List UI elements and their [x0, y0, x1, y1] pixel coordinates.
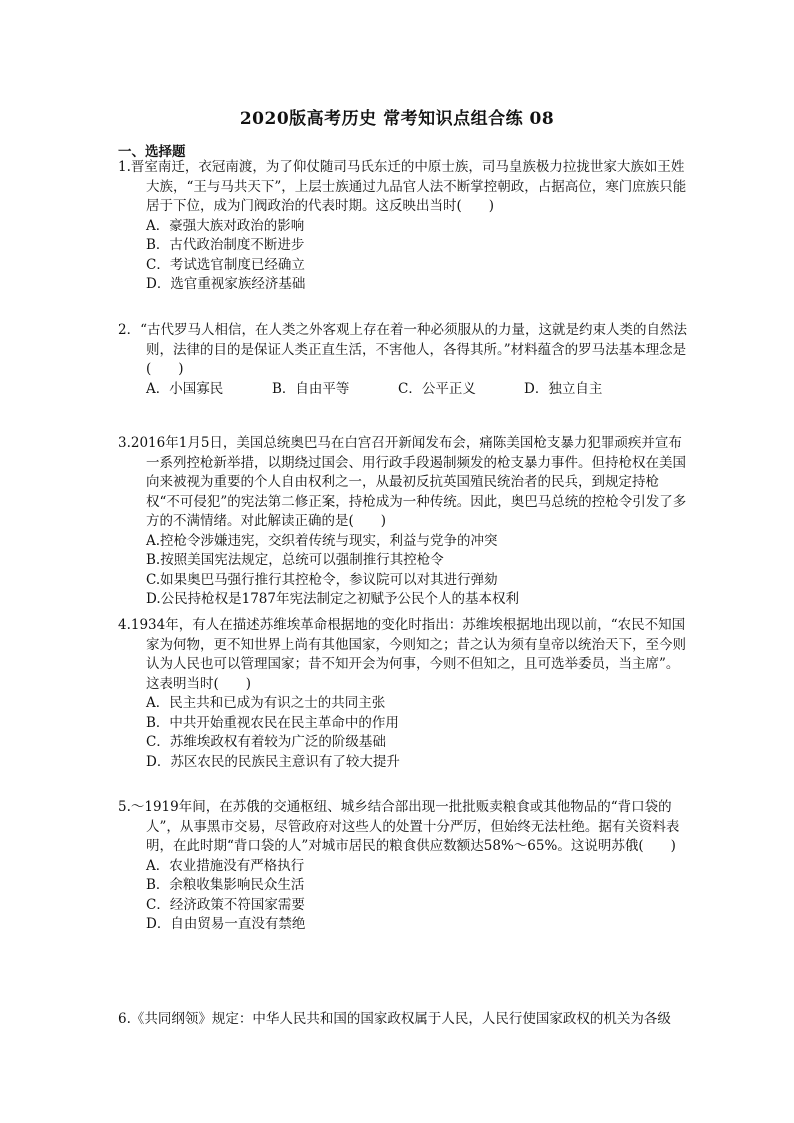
question-3	[118, 434, 688, 610]
option-c: C.如果奥巴马强行推行其控枪令，参议院可以对其进行弹劾	[146, 571, 498, 588]
question-stem: 6.《共同纲领》规定：中华人民共和国的国家政权属于人民，人民行使国家政权的机关为各级	[118, 1011, 671, 1027]
question-stem: 2．“古代罗马人相信，在人类之外客观上存在着一种必须服从的力量，这就是约束人类的自然法则，法律的目的是保证人类正直生活，不害他人，各得其所。”材料蕴含的罗马法基本理念是( )	[118, 322, 687, 377]
document-title: 2020版高考历史 常考知识点组合练 08	[239, 109, 555, 129]
option-c: C．考试选官制度已经确立	[146, 256, 305, 273]
option-a: A．农业措施没有严格执行	[146, 857, 305, 874]
option-b: B．古代政治制度不断进步	[146, 237, 305, 253]
question-stem: 3.2016年1月5日，美国总统奥巴马在白宫召开新闻发布会，痛陈美国枪支暴力犯罪顽疾并宣布一系列控枪新举措，以期绕过国会、用行政手段遏制频发的枪支暴力事件。但持枪权在美国向来被视为重要的个人自由权利之一，从最初反抗英国殖民统治者的民兵，到规定持枪权“不可侵犯”的宪法第二修正案，持枪成为一种传统。因此，奥巴马总统的控枪令引发了多方的不满情绪。对此解读正确的是( )	[118, 435, 687, 529]
option-a: A．民主共和已成为有识之士的共同主张	[146, 695, 386, 711]
option-a: A．小国寡民	[146, 380, 224, 397]
option-a: A．豪强大族对政治的影响	[146, 217, 305, 234]
option-c: C．经济政策不符国家需要	[146, 896, 305, 913]
option-d: D．选官重视家族经济基础	[146, 276, 306, 292]
option-c: C．公平正义	[398, 380, 476, 397]
option-d: D．独立自主	[524, 380, 603, 397]
option-d: D．苏区农民的民族民主意识有了较大提升	[146, 753, 400, 770]
option-b: B．余粮收集影响民众生活	[146, 877, 305, 893]
option-b: B．自由平等	[272, 380, 350, 397]
option-a: A.控枪令涉嫌违宪，交织着传统与现实，利益与党争的冲突	[146, 532, 498, 549]
option-c: C．苏维埃政权有着较为广泛的阶级基础	[146, 734, 386, 750]
question-stem: 4.1934年，有人在描述苏维埃革命根据地的变化时指出：苏维埃根据地出现以前，“农民不知国家为何物，更不知世界上尚有其他国家，今则知之；昔之认为须有皇帝以统治天下，至今则认为人民也可以管理国家；昔不知开会为何事，今则不但知之，且可选举委员，当主席”。这表明当时( )	[118, 617, 686, 692]
option-b: B.按照美国宪法规定，总统可以强制推行其控枪令	[146, 552, 444, 568]
question-1	[118, 158, 688, 295]
question-6	[118, 1010, 688, 1030]
option-d: D．自由贸易一直没有禁绝	[146, 916, 306, 932]
question-4	[118, 616, 688, 772]
option-b: B．中共开始重视农民在民主革命中的作用	[146, 714, 399, 731]
question-5	[118, 798, 688, 935]
options-row	[146, 380, 688, 400]
question-2	[118, 321, 688, 399]
question-stem: 1.晋室南迁，衣冠南渡，为了仰仗随司马氏东迁的中原士族，司马皇族极力拉拢世家大族如王姓大族，“王与马共天下”，上层士族通过九品官人法不断掌控朝政，占据高位，寒门庶族只能居于下位，成为门阀政治的代表时期。这反映出当时( )	[118, 159, 687, 214]
section-heading: 一、选择题	[118, 144, 186, 160]
option-d: D.公民持枪权是1787年宪法制定之初赋予公民个人的基本权利	[146, 591, 519, 607]
question-stem: 5.～1919年间，在苏俄的交通枢纽、城乡结合部出现一批批贩卖粮食或其他物品的“背口袋的人”，从事黑市交易，尽管政府对这些人的处置十分严厉，但始终无法杜绝。据有关资料表明，在此时期“背口袋的人”对城市居民的粮食供应数额达58%～65%。这说明苏俄( )	[118, 799, 680, 854]
